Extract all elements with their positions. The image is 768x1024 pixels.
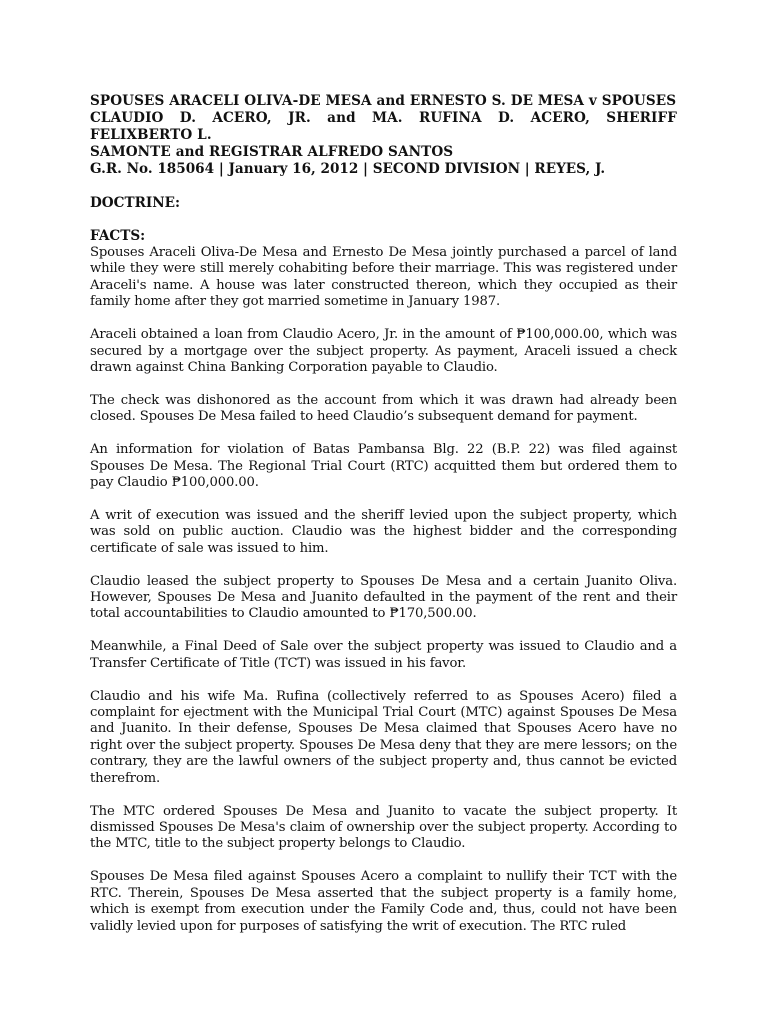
facts-paragraph-3: The check was dishonored as the account from which it was drawn had already been closed. Spouses De Mesa failed to heed Claudio’s subsequent demand for payment.: [90, 392, 677, 425]
facts-paragraph-7: Meanwhile, a Final Deed of Sale over the subject property was issued to Claudio and a Transfer Certificate of Title (TCT) was issued in his favor.: [90, 639, 677, 671]
facts-paragraph-9: The MTC ordered Spouses De Mesa and Juanito to vacate the subject property. It dismissed Spouses De Mesa's claim of ownership over the subject property. According to the MTC, title to the subject property belongs to Claudio.: [90, 803, 677, 852]
document-page: [90, 93, 677, 951]
facts-heading: FACTS:: [90, 228, 146, 244]
facts-paragraph-2: Araceli obtained a loan from Claudio Acero, Jr. in the amount of ₱100,000.00, which was secured by a mortgage over the subject property. As payment, Araceli issued a check drawn against China Banking Corporation payable to Claudio.: [90, 327, 677, 375]
facts-paragraph-1: Spouses Araceli Oliva-De Mesa and Ernesto De Mesa jointly purchased a parcel of land while they were still merely cohabiting before their marriage. This was registered under Araceli's name. A house was later constructed thereon, which they occupied as their family home after they got married sometime in January 1987.: [90, 245, 677, 310]
facts-paragraph-10: Spouses De Mesa filed against Spouses Acero a complaint to nullify their TCT with the RTC. Therein, Spouses De Mesa asserted that the subject property is a family home, which is exempt from execution under the Family Code and, thus, could not have been validly levied upon for purposes of satisfying the writ of execution. The RTC ruled: [90, 869, 677, 934]
doctrine-heading: DOCTRINE:: [90, 195, 181, 211]
case-title-line-3: SAMONTE and REGISTRAR ALFREDO SANTOS: [90, 144, 454, 160]
facts-paragraph-8: Claudio and his wife Ma. Rufina (collectively referred to as Spouses Acero) filed a complaint for ejectment with the Municipal Trial Court (MTC) against Spouses De Mesa and Juanito. In their defense, Spouses De Mesa claimed that Spouses Acero have no right over the subject property. Spouses De Mesa deny that they are mere lessors; on the contrary, they are the lawful owners of the subject property and, thus cannot be evicted therefrom.: [90, 688, 677, 786]
facts-paragraph-6: Claudio leased the subject property to Spouses De Mesa and a certain Juanito Oliva. However, Spouses De Mesa and Juanito defaulted in the payment of the rent and their total accountabilities to Claudio amounted to ₱170,500.00.: [90, 573, 677, 622]
facts-paragraph-4: An information for violation of Batas Pambansa Blg. 22 (B.P. 22) was filed against Spouses De Mesa. The Regional Trial Court (RTC) acquitted them but ordered them to pay Claudio ₱100,000.00.: [90, 442, 677, 490]
facts-paragraph-5: A writ of execution was issued and the sheriff levied upon the subject property, which was sold on public auction. Claudio was the highest bidder and the corresponding certificate of sale was issued to him.: [90, 507, 677, 556]
case-title-line-1: SPOUSES ARACELI OLIVA-DE MESA and ERNESTO S. DE MESA v SPOUSES: [90, 93, 677, 109]
case-title-line-2: CLAUDIO D. ACERO, JR. and MA. RUFINA D. ACERO, SHERIFF FELIXBERTO L.: [90, 110, 677, 143]
case-title: [90, 93, 677, 161]
case-citation: G.R. No. 185064 | January 16, 2012 | SECOND DIVISION | REYES, J.: [90, 161, 606, 177]
